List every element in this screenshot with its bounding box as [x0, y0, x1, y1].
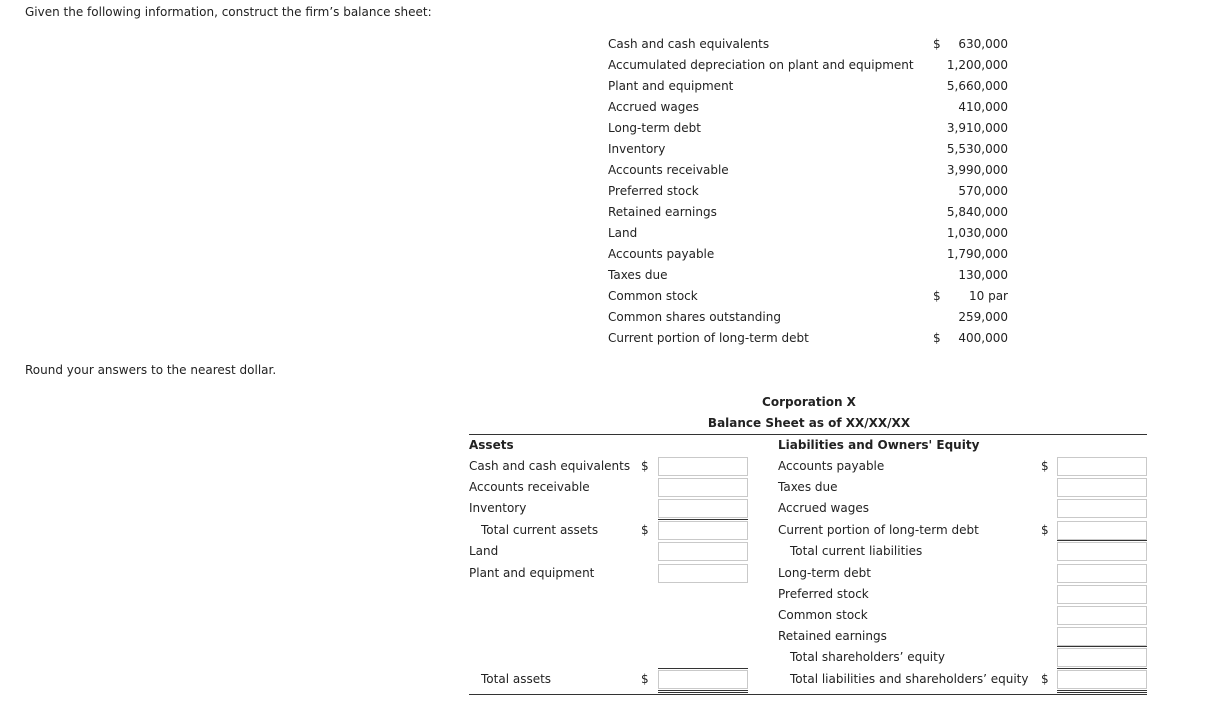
total-current-liabilities-input[interactable]: [1057, 542, 1147, 561]
long-term-debt-input[interactable]: [1057, 564, 1147, 583]
liability-label: Preferred stock: [778, 587, 869, 601]
asset-label: Land: [469, 544, 499, 558]
accrued-wages-input[interactable]: [1057, 499, 1147, 518]
given-label: Accounts payable: [608, 247, 715, 261]
liabilities-header: Liabilities and Owners' Equity: [778, 438, 980, 452]
given-value: 5,840,000: [946, 205, 1008, 219]
given-value: 570,000: [958, 184, 1008, 198]
given-value: 630,000: [958, 37, 1008, 51]
asset-currency: $: [641, 523, 649, 537]
rounding-note: Round your answers to the nearest dollar.: [25, 363, 277, 377]
current-ltd-input[interactable]: [1057, 521, 1147, 540]
given-value: 259,000: [958, 310, 1008, 324]
liability-label: Taxes due: [778, 480, 838, 494]
liability-label: Current portion of long-term debt: [778, 523, 979, 537]
given-currency: $: [933, 289, 941, 303]
subtotal-rule: [658, 519, 748, 520]
liability-label: Total shareholders’ equity: [790, 650, 945, 664]
given-value: 1,200,000: [946, 58, 1008, 72]
asset-label: Plant and equipment: [469, 566, 595, 580]
given-currency: $: [933, 331, 941, 345]
given-label: Taxes due: [608, 268, 668, 282]
asset-label: Total current assets: [481, 523, 599, 537]
double-rule: [1057, 690, 1147, 691]
total-liabilities-equity-input[interactable]: [1057, 670, 1147, 689]
asset-currency: $: [641, 459, 649, 473]
given-label: Plant and equipment: [608, 79, 734, 93]
given-label: Current portion of long-term debt: [608, 331, 809, 345]
subtotal-rule: [1057, 646, 1147, 647]
given-value: 5,530,000: [946, 142, 1008, 156]
total-equity-input[interactable]: [1057, 648, 1147, 667]
preferred-stock-input[interactable]: [1057, 585, 1147, 604]
given-value: 10 par: [969, 289, 1008, 303]
accounts-receivable-input[interactable]: [658, 478, 748, 497]
given-value: 3,910,000: [946, 121, 1008, 135]
sheet-bottom-rule: [469, 694, 1147, 695]
liability-currency: $: [1041, 672, 1049, 686]
given-label: Accounts receivable: [608, 163, 729, 177]
given-label: Accrued wages: [608, 100, 699, 114]
given-label: Preferred stock: [608, 184, 699, 198]
liability-label: Accrued wages: [778, 501, 869, 515]
sheet-title: Balance Sheet as of XX/XX/XX: [707, 416, 911, 430]
common-stock-input[interactable]: [1057, 606, 1147, 625]
given-label: Accumulated depreciation on plant and equipment: [608, 58, 914, 72]
company-name: Corporation X: [762, 395, 856, 409]
given-value: 3,990,000: [946, 163, 1008, 177]
total-rule: [658, 668, 748, 669]
given-currency: $: [933, 37, 941, 51]
liability-label: Common stock: [778, 608, 868, 622]
total-current-assets-input[interactable]: [658, 521, 748, 540]
total-rule: [1057, 668, 1147, 669]
double-rule: [658, 692, 748, 693]
given-value: 400,000: [958, 331, 1008, 345]
given-label: Retained earnings: [608, 205, 717, 219]
liability-label: Total current liabilities: [790, 544, 923, 558]
given-value: 130,000: [958, 268, 1008, 282]
liability-label: Total liabilities and shareholders’ equity: [790, 672, 1029, 686]
liability-currency: $: [1041, 459, 1049, 473]
given-label: Inventory: [608, 142, 666, 156]
given-label: Common stock: [608, 289, 698, 303]
given-label: Land: [608, 226, 638, 240]
given-value: 1,790,000: [946, 247, 1008, 261]
land-input[interactable]: [658, 542, 748, 561]
total-assets-input[interactable]: [658, 670, 748, 689]
accounts-payable-input[interactable]: [1057, 457, 1147, 476]
assets-header: Assets: [469, 438, 514, 452]
liability-label: Accounts payable: [778, 459, 885, 473]
header-rule: [469, 434, 1147, 435]
given-label: Cash and cash equivalents: [608, 37, 770, 51]
double-rule: [1057, 692, 1147, 693]
question-prompt: Given the following information, construct the firm’s balance sheet:: [25, 5, 432, 19]
given-value: 410,000: [958, 100, 1008, 114]
asset-label: Cash and cash equivalents: [469, 459, 631, 473]
double-rule: [658, 690, 748, 691]
plant-equipment-input[interactable]: [658, 564, 748, 583]
given-label: Long-term debt: [608, 121, 702, 135]
taxes-due-input[interactable]: [1057, 478, 1147, 497]
asset-label: Inventory: [469, 501, 527, 515]
cash-input[interactable]: [658, 457, 748, 476]
given-value: 1,030,000: [946, 226, 1008, 240]
given-value: 5,660,000: [946, 79, 1008, 93]
subtotal-rule: [1057, 540, 1147, 541]
given-label: Common shares outstanding: [608, 310, 781, 324]
retained-earnings-input[interactable]: [1057, 627, 1147, 646]
liability-label: Long-term debt: [778, 566, 872, 580]
asset-currency: $: [641, 672, 649, 686]
inventory-input[interactable]: [658, 499, 748, 518]
liability-label: Retained earnings: [778, 629, 887, 643]
asset-label: Total assets: [481, 672, 552, 686]
liability-currency: $: [1041, 523, 1049, 537]
asset-label: Accounts receivable: [469, 480, 590, 494]
